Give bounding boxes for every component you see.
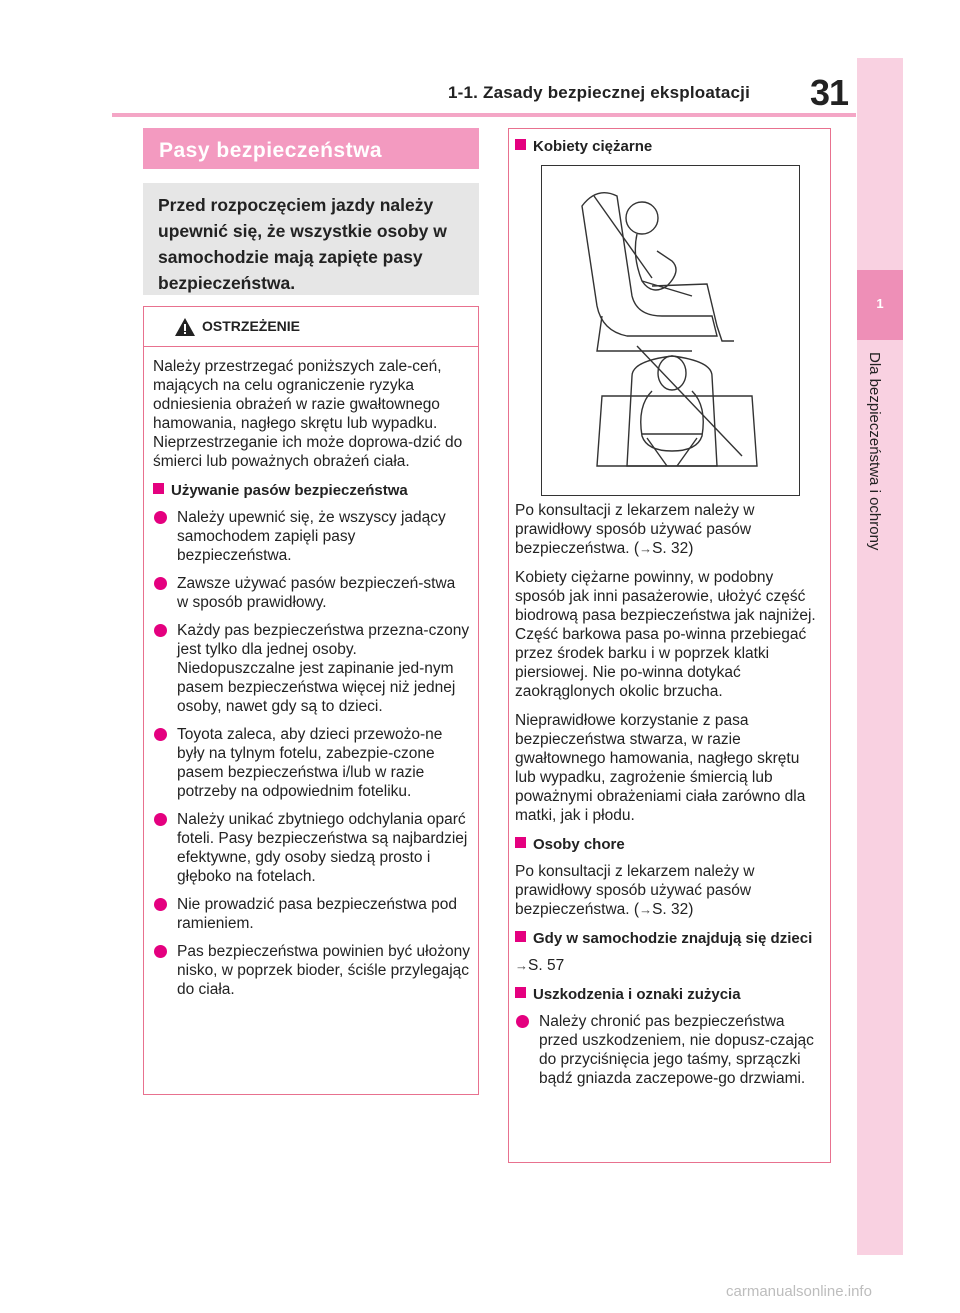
watermark: carmanualsonline.info [726,1283,872,1300]
warning-intro: Należy przestrzegać poniższych zale-ceń, mających na celu ograniczenie ryzyka odniesienia obrażeń w razie gwałtownego hamowania, nagłego skrętu lub wypadku. Nieprzestrzeganie ich może doprowa-dzić do śmierci lub poważnych obrażeń ciała. [153,358,463,470]
list-item-text: Każdy pas bezpieczeństwa przezna-czony jest tylko dla jednej osoby. Niedopuszczalne jest zapinanie jed-nym pasem bezpieczeństwa więcej niż jednej osoby, nawet gdy są to dzieci. [177,622,470,715]
round-bullet-icon [154,945,167,958]
pregnant-paragraph-2: Kobiety ciężarne powinny, w podobny sposób jak inni pasażerowie, ułożyć część biodrową pasa bezpieczeństwa jak najniżej. Część barkowa pasa po-winna przebiegać przez środek barku i w poprzek klatki piersiowej. Nie po-winna dotykać zaokrąglonych okolic brzucha. [515,569,816,700]
list-item [153,621,470,716]
children-reference [515,956,824,975]
pregnant-paragraph-1 [515,501,824,558]
side-tab-label: Dla bezpieczeństwa i ochrony [866,352,883,551]
list-item-text: Pas bezpieczeństwa powinien być ułożony nisko, w poprzek bioder, ściśle przylegając do ciała. [177,943,470,998]
list-item-text: Toyota zaleca, aby dzieci przewożo-ne były na tylnym fotelu, zabezpie-czone pasem bezpieczeństwa i/lub w razie potrzeby na odpowiednim foteliku. [177,726,443,800]
sick-heading [515,835,824,854]
round-bullet-icon [154,511,167,524]
list-item [153,574,470,612]
warning-body [144,347,478,999]
pregnant-seatbelt-illustration [541,165,800,496]
warning-box [143,306,479,1095]
square-bullet-icon [515,987,526,998]
list-item [153,725,470,801]
damage-heading-text: Uszkodzenia i oznaki zużycia [533,986,741,1003]
list-item-text: Zawsze używać pasów bezpieczeń-stwa w sposób prawidłowy. [177,575,456,611]
side-tab [857,58,903,1255]
arrow-right-icon: → [515,958,528,973]
list-item-text: Należy unikać zbytniego odchylania oparć foteli. Pasy bezpieczeństwa są najbardziej efektywne, gdy osoby siedzą prosto i głęboko na fotelach. [177,811,468,885]
square-bullet-icon [515,931,526,942]
section-title: Pasy bezpieczeństwa [143,128,479,169]
list-item [153,810,470,886]
square-bullet-icon [153,483,164,494]
damage-heading [515,985,824,1004]
seatbelt-illustration-drawing [542,166,799,495]
warning-subheading [153,481,470,500]
round-bullet-icon [154,813,167,826]
pregnant-heading-text: Kobiety ciężarne [533,138,653,155]
pregnant-paragraph-3: Nieprawidłowe korzystanie z pasa bezpieczeństwa stwarza, w razie gwałtownego hamowania, nagłego skrętu lub wypadku, zagrożenie śmiercią lub poważnymi obrażeniami ciała zarówno dla matki, jak i płodu. [515,712,806,824]
arrow-right-icon: → [639,902,653,917]
page-reference-link[interactable]: S. 32) [652,540,694,557]
round-bullet-icon [154,728,167,741]
warning-title: OSTRZEŻENIE [202,318,301,334]
round-bullet-icon [154,898,167,911]
list-item [153,895,470,933]
arrow-right-icon: → [639,541,653,556]
header-rule [112,113,856,117]
children-heading [515,929,824,948]
square-bullet-icon [515,837,526,848]
square-bullet-icon [515,139,526,150]
warning-header [144,307,478,347]
chapter-title: 1-1. Zasady bezpiecznej eksploatacji [448,83,750,102]
info-box [508,128,831,1163]
pregnant-paragraph-1-text: Po konsultacji z lekarzem należy w prawidłowy sposób używać pasów bezpieczeństwa. ( [515,502,755,557]
list-item-text: Należy chronić pas bezpieczeństwa przed uszkodzeniem, nie dopusz-czając do przyciśnięcia jego taśmy, sprzączki bądź gniazda zaczepowe-go drzwiami. [539,1013,814,1087]
section-intro: Przed rozpoczęciem jazdy należy upewnić się, że wszystkie osoby w samochodzie mają zapięte pasy bezpieczeństwa. [143,183,479,295]
sick-paragraph-text: Po konsultacji z lekarzem należy w prawidłowy sposób używać pasów bezpieczeństwa. ( [515,863,755,918]
children-heading-text: Gdy w samochodzie znajdują się dzieci [533,930,813,947]
pregnant-heading [515,137,822,156]
warning-triangle-icon [174,317,196,337]
list-item-text: Nie prowadzić pasa bezpieczeństwa pod ramieniem. [177,896,458,932]
side-tab-number: 1 [857,270,903,340]
sick-paragraph [515,862,824,919]
list-item [153,942,470,999]
list-item [515,1012,824,1088]
round-bullet-icon [154,577,167,590]
sick-heading-text: Osoby chore [533,836,625,853]
page-reference-link[interactable]: S. 32) [652,901,694,918]
list-item [153,508,470,565]
info-text [515,501,824,1097]
list-item-text: Należy upewnić się, że wszyscy jadący samochodem zapięli pasy bezpieczeństwa. [177,509,446,564]
warning-subheading-text: Używanie pasów bezpieczeństwa [171,482,408,499]
page-number: 31 [810,72,849,113]
round-bullet-icon [516,1015,529,1028]
page-reference-link[interactable]: S. 57 [528,957,565,974]
round-bullet-icon [154,624,167,637]
